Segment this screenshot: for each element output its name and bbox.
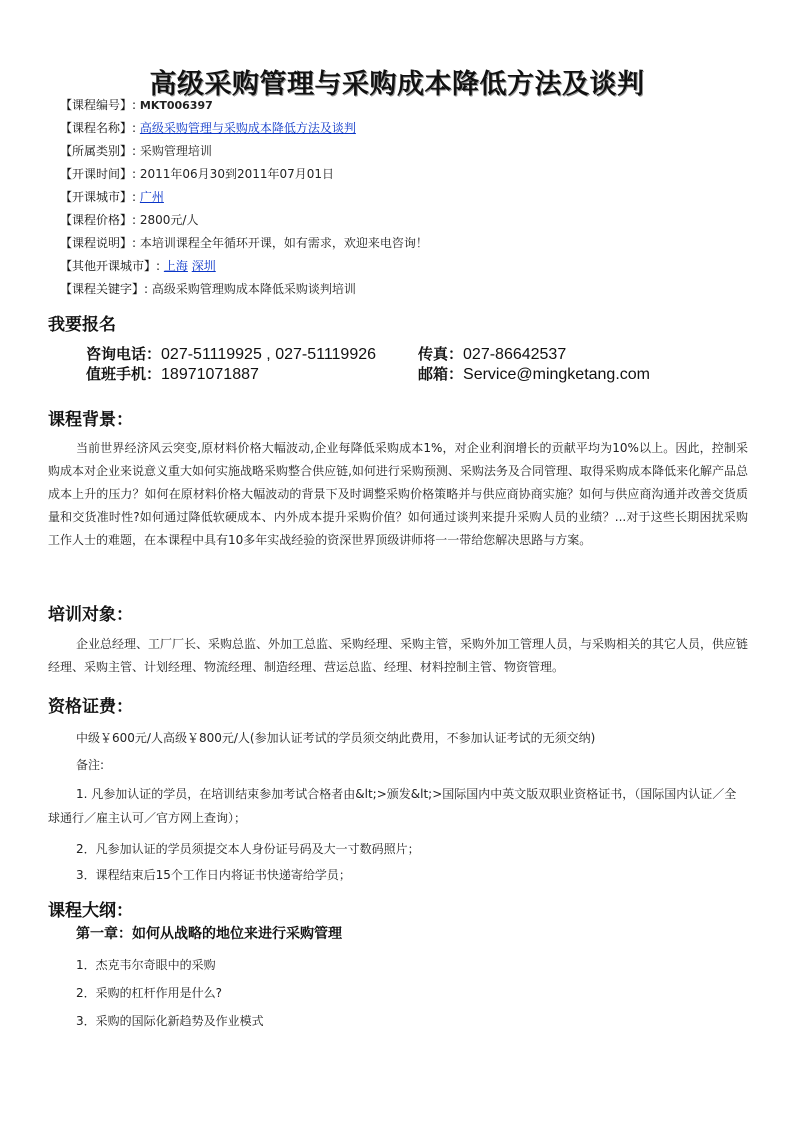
page-title: 高级采购管理与采购成本降低方法及谈判 (149, 69, 645, 100)
outline-item: 3．采购的国际化新趋势及作业模式 (76, 1014, 264, 1028)
keywords-value: 高级采购管理购成本降低采购谈判培训 (151, 282, 356, 296)
course-code-label: 【课程编号】: (60, 98, 137, 112)
info-row-desc (60, 232, 750, 255)
mobile-value: 18971071887 (161, 366, 259, 383)
info-row-category (60, 140, 750, 163)
outline-heading: 课程大纲： (48, 901, 133, 921)
certificate-note-2: 2．凡参加认证的学员须提交本人身份证号码及大一寸数码照片； (76, 842, 420, 856)
outline-chapter-1: 第一章：如何从战略的地位来进行采购管理 (76, 926, 342, 942)
phone-label: 咨询电话： (86, 345, 162, 363)
fax-group (418, 344, 566, 365)
email-value: Service@mingketang.com (463, 366, 650, 383)
info-row-code (60, 94, 750, 117)
certificate-note-label: 备注: (76, 758, 105, 772)
info-row-other-cities (60, 255, 750, 278)
description-value: 本培训课程全年循环开课，如有需求，欢迎来电咨询！ (139, 236, 428, 250)
city-link-shenzhen[interactable]: 深圳 (191, 259, 216, 273)
signup-heading: 我要报名 (48, 315, 116, 335)
fax-value: 027-86642537 (463, 346, 567, 363)
city-label: 【开课城市】: (60, 190, 137, 204)
email-group (418, 364, 650, 385)
background-heading: 课程背景： (48, 410, 133, 430)
course-info-block (60, 94, 750, 301)
city-link-guangzhou[interactable]: 广州 (139, 190, 164, 204)
contact-row-2 (86, 364, 726, 384)
info-row-name (60, 117, 750, 140)
course-name-label: 【课程名称】: (60, 121, 137, 135)
background-text: 当前世界经济风云突变,原材料价格大幅波动,企业每降低采购成本1%，对企业利润增长的贡献平均为10%以上。因此，控制采购成本对企业来说意义重大如何实施战略采购整合供应链,如何进行采购预测、采购法务及合同管理、取得采购成本降低来化解产品总成本上升的压力？如何在原材料价格大幅波动的背景下及时调整采购价格策略并与供应商协商实施？如何与供应商沟通并改善交货质量和交货准时性?如何通过降低软硬成本、内外成本提升采购价值？如何通过谈判来提升采购人员的业绩？...对于这些长期困扰采购工作人士的难题，在本课程中具有10多年实战经验的资深世界顶级讲师将一一带给您解决思路与方案。 (48, 441, 748, 547)
certificate-note-3: 3．课程结束后15个工作日内将证书快递寄给学员； (76, 868, 351, 882)
contact-block (86, 344, 726, 384)
audience-text: 企业总经理、工厂厂长、采购总监、外加工总监、采购经理、采购主管，采购外加工管理人员，与采购相关的其它人员，供应链经理、采购主管、计划经理、物流经理、制造经理、营运总监、经理、材料控制主管、物资管理。 (48, 637, 749, 674)
keywords-label: 【课程关键字】: (60, 282, 149, 296)
time-value: 2011年06月30到2011年07月01日 (139, 167, 335, 181)
other-cities-label: 【其他开课城市】: (60, 259, 161, 273)
audience-heading: 培训对象： (48, 605, 133, 625)
info-row-keywords (60, 278, 750, 301)
phone-value: 027-51119925 , 027-51119926 (161, 346, 377, 363)
certificate-note-1: 1. 凡参加认证的学员，在培训结束参加考试合格者由&lt;>颁发&lt;>国际国内中英文版双职业资格证书，（国际国内认证／全球通行／雇主认可／官方网上查询）； (48, 787, 737, 825)
outline-item: 2．采购的杠杆作用是什么? (76, 986, 223, 1000)
fax-label: 传真： (418, 345, 464, 363)
category-value: 采购管理培训 (139, 144, 212, 158)
email-label: 邮箱： (418, 365, 464, 383)
course-name-link[interactable]: 高级采购管理与采购成本降低方法及谈判 (139, 121, 356, 135)
mobile-label: 值班手机： (86, 365, 162, 383)
certificate-fee: 中级￥600元/人高级￥800元/人(参加认证考试的学员须交纳此费用，不参加认证考试的无须交纳) (76, 731, 596, 745)
info-row-time (60, 163, 750, 186)
price-value: 2800元/人 (139, 213, 199, 227)
outline-item: 1．杰克韦尔奇眼中的采购 (76, 958, 216, 972)
contact-row-1 (86, 344, 726, 364)
city-link-shanghai[interactable]: 上海 (163, 259, 188, 273)
description-label: 【课程说明】: (60, 236, 137, 250)
course-code-value: MKT006397 (139, 99, 213, 112)
time-label: 【开课时间】: (60, 167, 137, 181)
certificate-heading: 资格证费： (48, 697, 133, 717)
category-label: 【所属类别】: (60, 144, 137, 158)
price-label: 【课程价格】: (60, 213, 137, 227)
info-row-city (60, 186, 750, 209)
info-row-price (60, 209, 750, 232)
